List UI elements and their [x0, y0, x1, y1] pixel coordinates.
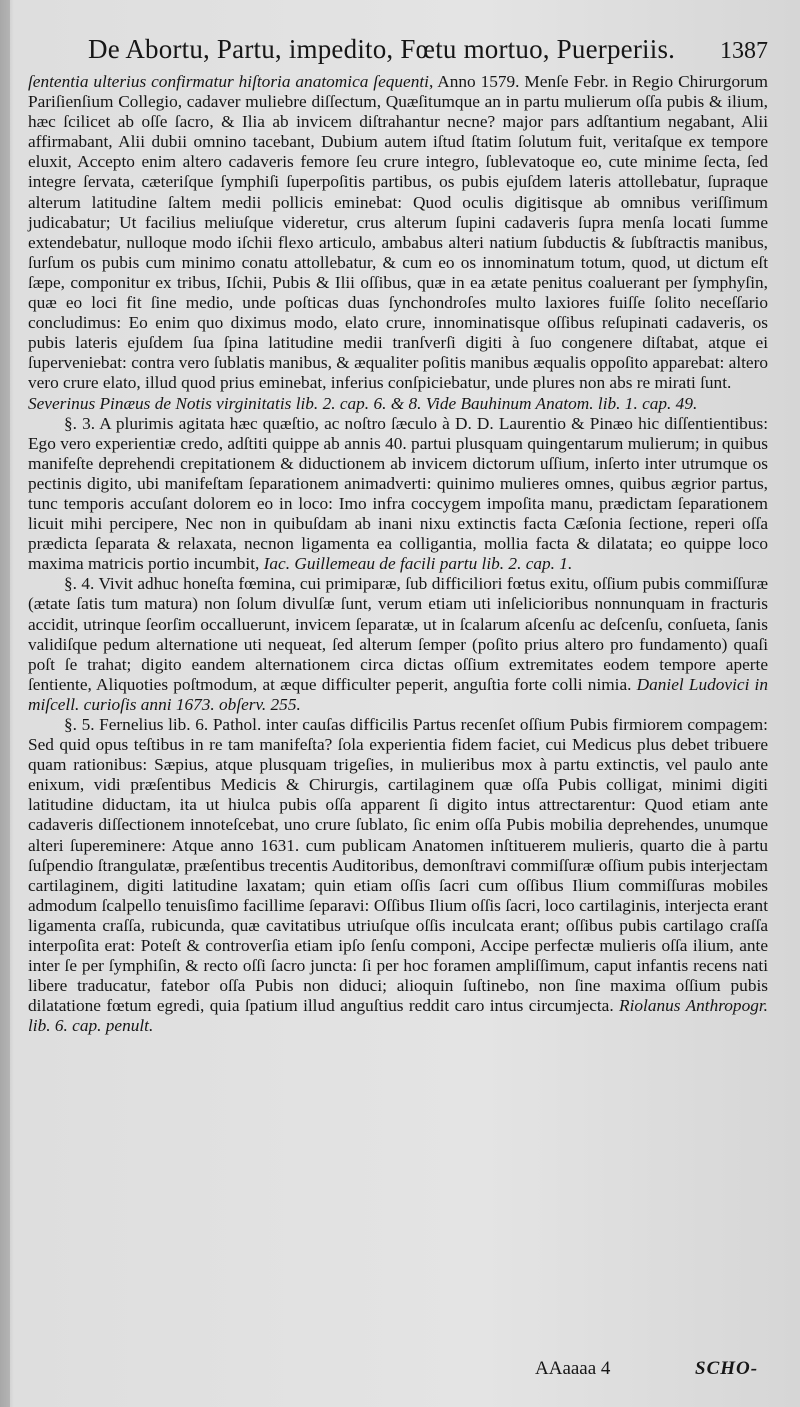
citation-1-text: Severinus Pinæus de Notis virginitatis lib. 2. cap. 6. & 8. Vide Bauhinum Anatom. lib. 1. cap. 49. [28, 393, 698, 413]
running-title: De Abortu, Partu, impedito, Fœtu mortuo, Puerperiis. [88, 34, 676, 64]
catchword: SCHO- [695, 1358, 759, 1379]
signature-mark: AAaaaa 4 [535, 1358, 611, 1379]
paragraph-2 [28, 414, 768, 575]
paragraph-4 [28, 715, 768, 1037]
paragraph-1 [28, 72, 768, 394]
citation-3-text: Daniel Ludovici in miſcell. curioſis anni 1673. obſerv. 255. [28, 674, 769, 714]
running-header [88, 34, 768, 65]
page-number: 1387 [720, 38, 768, 64]
paragraph-3-text: §. 4. Vivit adhuc honeſta fœmina, cui primiparæ, ſub difficiliori fœtus exitu, oſſium pubis commiſſuræ (ætate ſatis tum matura) non ſolum divulſæ ſunt, verum etiam uti inſelicioribus nonnunquam in fracturis accidit, utrinque ſeorſim occalluerunt, invicem ſeparatæ, ut in ſcalarum aſcenſu ac deſcenſu, conſueta, ſanis validiſque pedum alternatione uti nequeat, ſed alterum ſemper (poſito prius altero pro fundamento) quaſi poſt ſe trahat; digito eandem alternationem circa dictas oſſium extremitates eodem tempore aperte ſentiente, Aliquoties poſtmodum, at æque difficulter peperit, anguſtia forte colli nimia. [28, 574, 768, 694]
citation-4-text: Riolanus Anthropogr. lib. 6. cap. penult. [28, 996, 768, 1036]
paragraph-1-lead: ſententia ulterius confirmatur hiſtoria anatomica ſequenti [28, 72, 429, 91]
citation-1 [28, 394, 768, 414]
citation-2-text: Iac. Guillemeau de facili partu lib. 2. cap. 1. [263, 554, 573, 574]
paragraph-1-text: , Anno 1579. Menſe Febr. in Regio Chirurgorum Pariſienſium Collegio, cadaver muliebre diſſectum, Quæſitumque an in partu mulierum oſſa pubis & ilium, hæc ſcilicet ab oſſe ſacro, & Ilia ab invicem diſtrahantur necne? major pars adſtantium negabant, Alii affirmabant, Alii dubii omnino tacebant, Dubium autem iſtud ſtatim ſolutum fuit, veritaſque ex tempore eluxit, Accepto enim altero cadaveris femore ſeu crure integro, ſublevatoque eo, cute minime ſecta, ſed integre ſervata, cæteriſque ſymphiſi ſuperpoſitis partibus, os pubis ejuſdem lateris attollebatur, ſupraque alterum latitudine ſaltem medii pollicis eminebat: Quod oculis digitisque ab omnibus veriſſimum judicabatur; Ut facilius meliuſque videretur, crus alterum ſupini cadaveris ſupra menſa locati ſumme extendebatur, nulloque modo iſchii flexo articulo, ambabus alteri natium ſubductis & ſubſtractis manibus, ſurſum os pubis cum minimo conatu attollebatur, & cum eo os innominatum totum, quod, ut dictum eſt ſæpe, componitur ex tribus, Iſchii, Pubis & Ilii oſſibus, quæ in ea ætate penitus coaluerant per ſymphyſin, quæ eo loci fit ſine medio, unde poſticas duas ſynchondroſes multo laxiores fuiſſe ſolito neceſſario concludimus: Eo enim quo diximus modo, elato crure, innominatisque oſſibus reſupinati cadaveris, os pubis lateris ejuſdem ſua ſpina latitudine medii tranſverſi digiti à ſuo congenere diſtabat, atque ei ſuperveniebat: contra vero ſublatis manibus, & æqualiter poſitis manibus æqualis oppoſito apparebat: altero vero crure elato, illud quod prius eminebat, inferius conſpiciebatur, unde plures non abs re mirati ſunt. [28, 72, 768, 393]
page-body [28, 72, 768, 1037]
paragraph-2-text: §. 3. A plurimis agitata hæc quæſtio, ac noſtro ſæculo à D. D. Laurentio & Pinæo hic diſſentientibus: Ego vero experientiæ credo, adſtiti quippe ab annis 40. partui plusquam quingentarum mulierum; in quibus manifeſte deprehendi crepitationem & diductionem ab invicem dictorum uſſium, inſerto inter utrumque os pectinis digito, ubi manifeſtam ſeparationem animadverti: quinimo mulieres omnes, quibus ægrior partus, tunc temporis accuſant dolorem eo in loco: Imo infra coccygem impoſita manu, prædictam ſeparationem licuit mihi percipere, Nec non in quibuſdam ab inani nixu extinctis facta Cæſonia ſectione, reperi oſſa prædicta ſeparata & relaxata, necnon ligamenta ea colligantia, mollia facta & dilatata; eo quippe loco maxima matricis portio incumbit, [28, 413, 768, 574]
page-edge-shadow [0, 0, 10, 1407]
paragraph-4-text: §. 5. Fernelius lib. 6. Pathol. inter cauſas difficilis Partus recenſet oſſium Pubis firmiorem compagem: Sed quid opus teſtibus in re tam manifeſta? ſola experientia fidem faciet, cui Medicus plus debet tribuere quam rationibus: Sæpius, atque plusquam trigeſies, in mulieribus mox à partu extinctis, vel paulo ante enixum, vidi præſentibus Medicis & Chirurgis, cartilaginem quæ oſſa Pubis colligat, minimi digiti latitudine diductam, ita ut hiulca pubis oſſa apparent ſi digito intus attrectarentur: Quod etiam ante cadaveris diſſectionem innoteſcebat, uno crure ſublato, ſic enim oſſa Pubis mobilia deprehendes, unumque alteri ſupereminere: Atque anno 1631. cum publicam Anatomen inſtituerem mulieris, quarto die à partu ſuſpendio ſtrangulatæ, præſentibus trecentis Auditoribus, demonſtravi commiſſuræ oſſium pubis interjectam cartilaginem, digiti latitudine laxatam; quin etiam oſſis ſacri cum oſſibus Ilium commiſſuras mobiles admodum ſcalpello tenuisſimo facillime ſeparavi: Oſſibus Ilium oſſis ſacri, loco cartilaginis, interjecta erant ligamenta craſſa, rubicunda, quæ cavitatibus utriuſque oſſis inculcata erant; oſſibus pubis cartilago craſſa interpoſita erat: Poteſt & controverſia etiam ipſo ſenſu componi, Accipe perfectæ mulieris oſſa ilium, ante inter ſe per ſymphiſin, & recto oſſi ſacro juncta: ſi per hoc foramen ampliſſimum, caput infantis recens nati libere traducatur, fatebor oſſa Pubis non diduci; alioquin ſuſtinebo, non ſine maxima oſſium pubis dilatatione fœtum egredi, quia ſpatium illud anguſtius reddit caro intus circumjecta. [28, 715, 768, 1016]
paragraph-3 [28, 574, 768, 715]
